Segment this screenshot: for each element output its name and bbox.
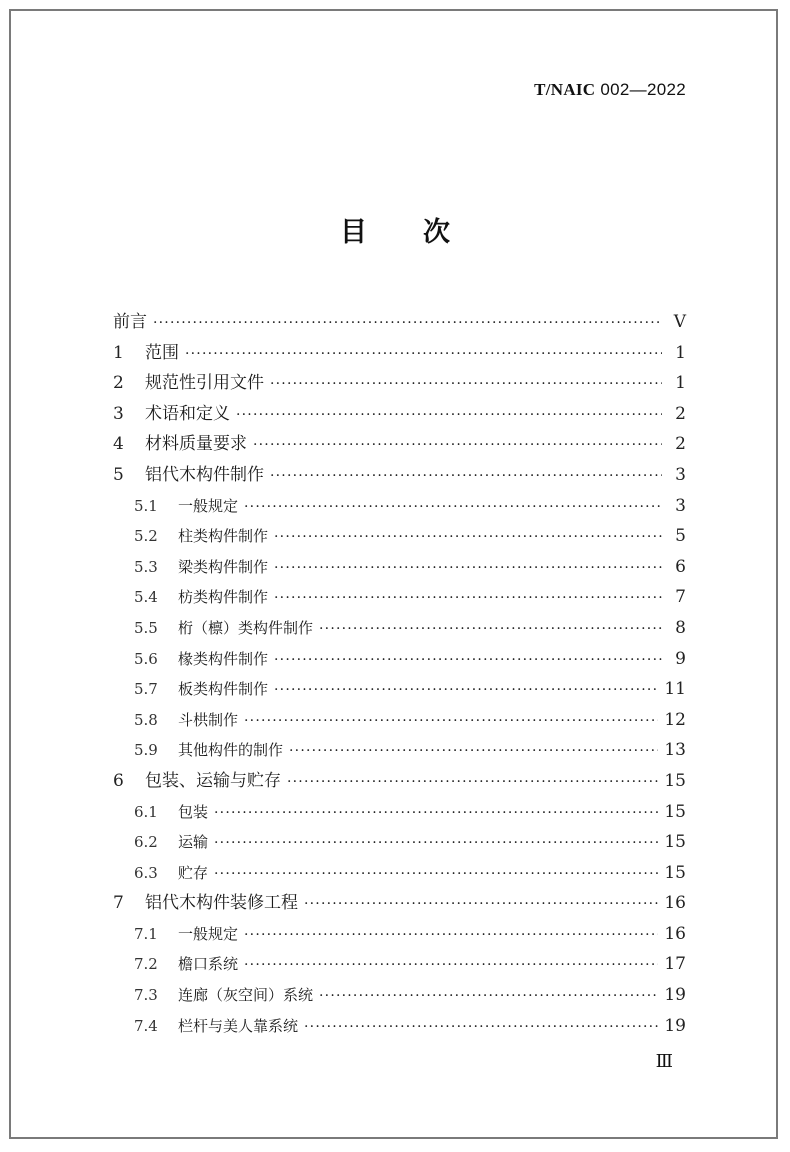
- toc-entry[interactable]: [113, 338, 686, 369]
- toc-entry-number: 2: [113, 373, 124, 394]
- toc-subentry[interactable]: [113, 797, 686, 828]
- toc-entry-label: 斗栱制作: [178, 710, 239, 729]
- toc-subentry[interactable]: [113, 521, 686, 552]
- toc-entry-label: 包装、运输与贮存: [145, 770, 281, 791]
- toc-entry[interactable]: [113, 888, 686, 919]
- toc-entry-label: 梁类构件制作: [178, 557, 269, 576]
- standard-number: 002—2022: [595, 80, 686, 99]
- toc-entry[interactable]: [113, 766, 686, 797]
- toc-entry-label: 椽类构件制作: [178, 649, 269, 668]
- toc-entry-page: 7: [675, 587, 686, 608]
- toc-subentry[interactable]: [113, 735, 686, 766]
- toc-entry-page: 8: [675, 617, 686, 638]
- toc-entry-page: 13: [664, 740, 686, 761]
- toc-title: 目次: [340, 217, 506, 248]
- toc-entry-page: 1: [675, 373, 686, 394]
- dot-leader: [287, 767, 658, 798]
- dot-leader: [274, 522, 662, 553]
- toc-entry-label: 其他构件的制作: [178, 741, 284, 760]
- toc-entry-label: 一般规定: [178, 924, 239, 943]
- toc-entry-number: 5.4: [134, 588, 158, 607]
- toc-subentry[interactable]: [113, 919, 686, 950]
- toc-entry-number: 6.2: [134, 833, 158, 852]
- dot-leader: [289, 736, 658, 767]
- toc-entry[interactable]: [113, 460, 686, 491]
- toc-entry-label: 规范性引用文件: [145, 373, 264, 394]
- dot-leader: [244, 950, 658, 981]
- toc-entry-label: 范围: [145, 342, 179, 363]
- toc-entry-number: 5.3: [134, 557, 158, 576]
- toc-entry-number: 5.8: [134, 710, 158, 729]
- toc-entry-label: 材料质量要求: [145, 434, 247, 455]
- toc-entry-label: 包装: [178, 802, 209, 821]
- toc-entry-number: 7.1: [134, 924, 158, 943]
- toc-subentry[interactable]: [113, 491, 686, 522]
- toc-entry-number: 6.3: [134, 863, 158, 882]
- dot-leader: [153, 308, 662, 339]
- toc-entry-page: 16: [664, 923, 686, 944]
- dot-leader: [244, 920, 658, 951]
- dot-leader: [319, 614, 662, 645]
- toc-entry-number: 3: [113, 403, 124, 424]
- toc-entry-number: 7.4: [134, 1016, 158, 1035]
- toc-entry-page: 2: [675, 403, 686, 424]
- dot-leader: [274, 553, 662, 584]
- toc-entry-page: 16: [664, 893, 686, 914]
- toc-entry-number: 5.7: [134, 680, 158, 699]
- dot-leader: [236, 400, 662, 431]
- toc-entry-page: 17: [664, 954, 686, 975]
- toc-subentry[interactable]: [113, 858, 686, 889]
- toc-entry-page: 2: [675, 434, 686, 455]
- toc-entry-number: 5.9: [134, 741, 158, 760]
- toc-entry-label: 檐口系统: [178, 955, 239, 974]
- page-number: Ⅲ: [655, 1051, 673, 1072]
- toc-entry-page: 15: [664, 801, 686, 822]
- toc-entry-page: Ⅴ: [673, 312, 686, 332]
- toc-entry-label: 术语和定义: [145, 403, 230, 424]
- toc-entry[interactable]: [113, 368, 686, 399]
- table-of-contents: [113, 307, 686, 1041]
- toc-subentry[interactable]: [113, 674, 686, 705]
- toc-entry-page: 19: [664, 1015, 686, 1036]
- toc-entry-page: 12: [664, 709, 686, 730]
- dot-leader: [304, 889, 658, 920]
- toc-entry-page: 15: [664, 862, 686, 883]
- toc-entry-label: 枋类构件制作: [178, 588, 269, 607]
- toc-entry-number: 5.5: [134, 618, 158, 637]
- toc-entry-number: 6.1: [134, 802, 158, 821]
- dot-leader: [274, 583, 662, 614]
- toc-entry-page: 3: [675, 495, 686, 516]
- toc-entry-page: 9: [675, 648, 686, 669]
- toc-entry-number: 5.1: [134, 496, 158, 515]
- toc-entry-label: 板类构件制作: [178, 680, 269, 699]
- toc-entry-number: 6: [113, 770, 124, 791]
- toc-entry-number: 5: [113, 464, 124, 485]
- toc-entry-page: 6: [675, 556, 686, 577]
- toc-entry-label: 柱类构件制作: [178, 527, 269, 546]
- toc-entry-page: 19: [664, 985, 686, 1006]
- dot-leader: [304, 1012, 658, 1043]
- toc-entry-label: 贮存: [178, 863, 209, 882]
- standard-prefix: T/NAIC: [534, 80, 596, 99]
- dot-leader: [244, 492, 662, 523]
- toc-entry[interactable]: [113, 307, 686, 338]
- toc-entry-number: 7: [113, 893, 124, 914]
- toc-entry-number: 7.2: [134, 955, 158, 974]
- toc-entry[interactable]: [113, 429, 686, 460]
- toc-entry-label: 一般规定: [178, 496, 239, 515]
- toc-subentry[interactable]: [113, 705, 686, 736]
- dot-leader: [214, 798, 658, 829]
- toc-entry-page: 1: [675, 342, 686, 363]
- toc-subentry[interactable]: [113, 980, 686, 1011]
- toc-subentry[interactable]: [113, 827, 686, 858]
- toc-subentry[interactable]: [113, 552, 686, 583]
- toc-subentry[interactable]: [113, 644, 686, 675]
- toc-entry-page: 11: [664, 679, 686, 700]
- toc-entry-number: 1: [113, 342, 124, 363]
- dot-leader: [270, 461, 662, 492]
- toc-subentry[interactable]: [113, 949, 686, 980]
- dot-leader: [253, 430, 662, 461]
- toc-entry-page: 3: [675, 464, 686, 485]
- toc-entry-label: 铝代木构件制作: [145, 464, 264, 485]
- toc-subentry[interactable]: [113, 613, 686, 644]
- standard-code: [534, 80, 686, 100]
- dot-leader: [319, 981, 658, 1012]
- dot-leader: [214, 859, 658, 890]
- toc-entry-page: 15: [664, 832, 686, 853]
- dot-leader: [270, 369, 662, 400]
- toc-entry-label: 桁（檩）类构件制作: [178, 618, 314, 637]
- toc-entry-number: 4: [113, 434, 124, 455]
- dot-leader: [185, 339, 662, 370]
- toc-entry-label: 栏杆与美人靠系统: [178, 1016, 299, 1035]
- toc-entry-page: 15: [664, 770, 686, 791]
- toc-entry[interactable]: [113, 399, 686, 430]
- dot-leader: [274, 675, 658, 706]
- toc-entry-label: 运输: [178, 833, 209, 852]
- dot-leader: [214, 828, 658, 859]
- toc-entry-number: 7.3: [134, 986, 158, 1005]
- toc-entry-label: 铝代木构件装修工程: [145, 893, 298, 914]
- toc-entry-number: 5.2: [134, 527, 158, 546]
- dot-leader: [274, 645, 662, 676]
- toc-subentry[interactable]: [113, 1011, 686, 1042]
- toc-entry-label: 连廊（灰空间）系统: [178, 986, 314, 1005]
- toc-entry-label: 前言: [113, 312, 147, 332]
- toc-subentry[interactable]: [113, 582, 686, 613]
- toc-entry-number: 5.6: [134, 649, 158, 668]
- dot-leader: [244, 706, 658, 737]
- toc-entry-page: 5: [675, 526, 686, 547]
